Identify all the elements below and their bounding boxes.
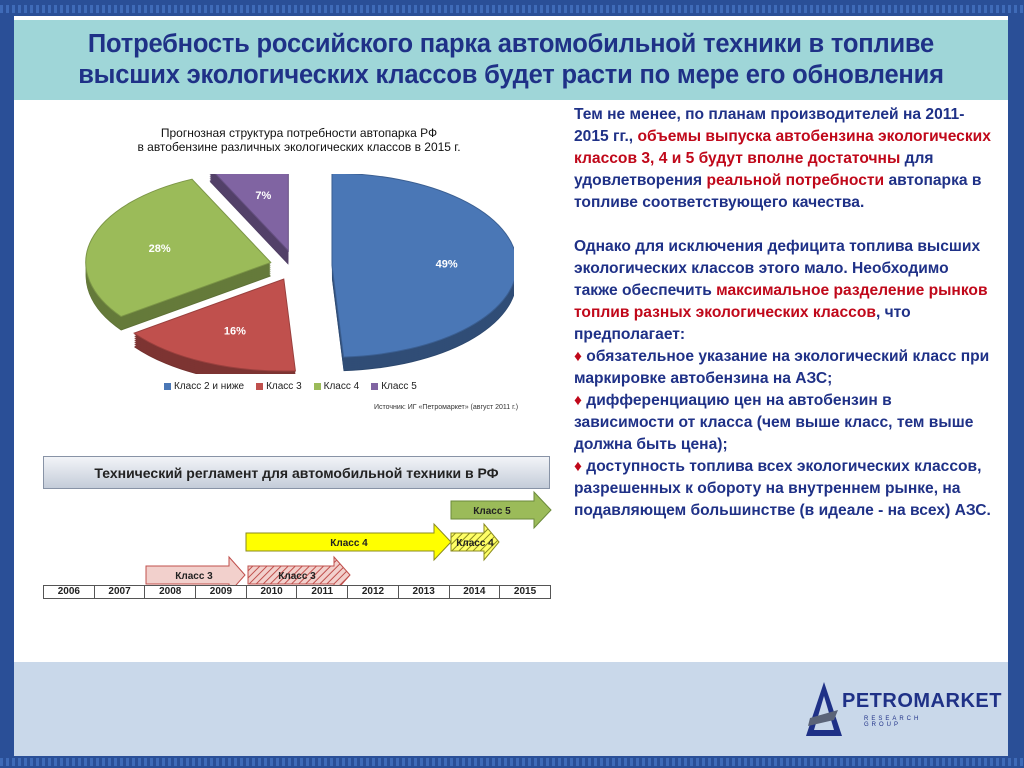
bullet-1-text: обязательное указание на экологический класс при маркировке автобензина на АЗС;	[574, 348, 990, 387]
bullet-icon: ♦	[574, 348, 582, 365]
p1-e: автопарка в топливе соответствующего качества.	[574, 172, 982, 211]
legend-swatch	[314, 383, 321, 390]
pie-data-label-3: 28%	[148, 243, 171, 256]
bullet-icon: ♦	[574, 458, 582, 475]
bullet-3	[574, 456, 994, 522]
logo-name: PETROMARKET	[842, 690, 1002, 712]
year-axis	[43, 585, 551, 599]
pie-data-label-2: 16%	[223, 325, 246, 338]
bullet-2-text: дифференциацию цен на автобензин в зависимости от класса (чем выше класс, тем выше должна быть цена);	[574, 392, 974, 453]
bottom-stripes	[0, 758, 1024, 766]
legend-item-2	[256, 381, 302, 392]
p1-d: реальной потребности	[706, 172, 885, 189]
legend-item-3	[314, 381, 360, 392]
year-cell-2007: 2007	[95, 586, 146, 598]
slide-title	[78, 29, 944, 91]
legend-swatch	[371, 383, 378, 390]
legend-label: Класс 4	[323, 381, 360, 392]
legend-item-4	[371, 381, 417, 392]
slide-title-line2: высших экологических классов будет расти по мере его обновления	[78, 61, 944, 89]
bullet-2	[574, 390, 994, 456]
paragraph-1	[574, 104, 994, 214]
slide-title-line1: Потребность российского парка автомобильной техники в топливе	[87, 30, 935, 58]
logo-mark-icon	[804, 680, 844, 740]
pie-chart	[74, 174, 514, 374]
p1-b: объемы выпуска автобензина экологических классов 3, 4 и 5 будут вполне достаточны	[574, 128, 991, 167]
pie-data-label-4: 7%	[255, 190, 272, 203]
chart-title	[34, 126, 564, 154]
year-cell-2013: 2013	[399, 586, 450, 598]
bullet-1	[574, 346, 994, 390]
pie-data-label-1: 49%	[435, 258, 458, 271]
legend-label: Класс 3	[266, 381, 302, 392]
legend-swatch	[164, 383, 171, 390]
regulation-title: Технический регламент для автомобильной техники в РФ	[43, 456, 550, 489]
slide-header	[14, 20, 1008, 100]
slide	[14, 16, 1008, 756]
logo-subtitle: RESEARCH GROUP	[864, 716, 922, 728]
top-stripes	[0, 5, 1024, 13]
arrow-class5-label: Класс 5	[473, 506, 511, 517]
year-cell-2010: 2010	[247, 586, 298, 598]
p1-a: Тем не менее, по планам производителей на 2011-2015 гг.,	[574, 106, 965, 145]
p1-c: для удовлетворения	[574, 150, 934, 189]
paragraph-2	[574, 236, 994, 346]
bullet-icon: ♦	[574, 392, 582, 409]
legend-label: Класс 2 и ниже	[174, 381, 245, 392]
p2-c: , что предполагает:	[574, 304, 911, 343]
chart-title-line2: в автобензине различных экологических классов в 2015 г.	[137, 140, 461, 154]
year-cell-2009: 2009	[196, 586, 247, 598]
legend-swatch	[256, 383, 263, 390]
explanation-text	[574, 104, 994, 522]
year-cell-2015: 2015	[513, 586, 537, 597]
chart-title-line1: Прогнозная структура потребности автопарка РФ	[160, 126, 438, 140]
regulation-arrows	[14, 486, 574, 586]
legend-item-1	[164, 381, 244, 392]
chart-source: Источник: ИГ «Петромаркет» (август 2011 г.)	[374, 404, 519, 411]
arrow-class4-a-label: Класс 4	[330, 538, 368, 549]
arrow-class3-b-label: Класс 3	[278, 571, 316, 582]
arrow-class3-a-label: Класс 3	[175, 571, 213, 582]
pie-slice-1	[332, 174, 514, 371]
year-cell-2008: 2008	[145, 586, 196, 598]
year-cell-2011: 2011	[297, 586, 348, 598]
year-cell-2006: 2006	[44, 586, 95, 598]
arrow-class4-b-label: Класс 4	[456, 538, 494, 549]
year-cell-2012: 2012	[348, 586, 399, 598]
p2-a: Однако для исключения дефицита топлива высших экологических классов этого мало. Необходимо также обеспечить	[574, 238, 981, 299]
chart-legend	[164, 381, 484, 392]
bullet-3-text: доступность топлива всех экологических классов, разрешенных к обороту на внутреннем рынке, на подавляющем большинстве (в идеале - на всех) АЗС.	[574, 458, 991, 519]
year-cell-2014: 2014	[450, 586, 501, 598]
legend-label: Класс 5	[381, 381, 417, 392]
p2-b: максимальное разделение рынков топлив разных экологических классов	[574, 282, 988, 321]
